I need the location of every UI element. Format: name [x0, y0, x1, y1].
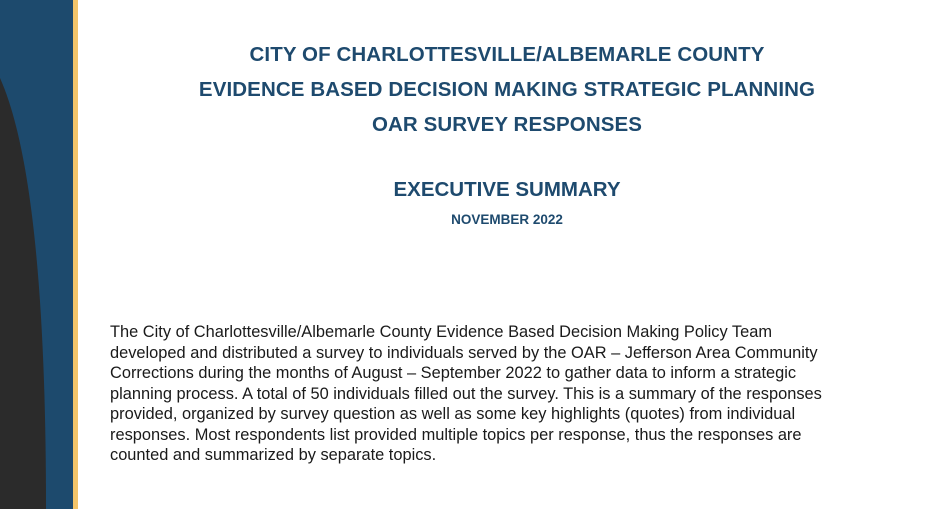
document-title — [80, 37, 934, 142]
summary-paragraph: The City of Charlottesville/Albemarle County Evidence Based Decision Making Policy Team developed and distributed a survey to individuals served by the OAR – Jefferson Area Community Corrections during the months of August – September 2022 to gather data to inform a strategic planning process. A total of 50 individuals filled out the survey. This is a summary of the responses provided, organized by survey question as well as some key highlights (quotes) from individual responses. Most respondents list provided multiple topics per response, thus the responses are counted and summarized by separate topics. — [110, 323, 822, 464]
title-line-1: CITY OF CHARLOTTESVILLE/ALBEMARLE COUNTY — [249, 43, 765, 66]
executive-summary-heading: EXECUTIVE SUMMARY — [393, 178, 621, 201]
decorative-side-band — [0, 0, 80, 509]
title-line-2: EVIDENCE BASED DECISION MAKING STRATEGIC PLANNING — [198, 78, 816, 101]
title-line-3: OAR SURVEY RESPONSES — [371, 113, 643, 136]
gold-stripe — [73, 0, 78, 509]
report-date: NOVEMBER 2022 — [451, 212, 563, 227]
